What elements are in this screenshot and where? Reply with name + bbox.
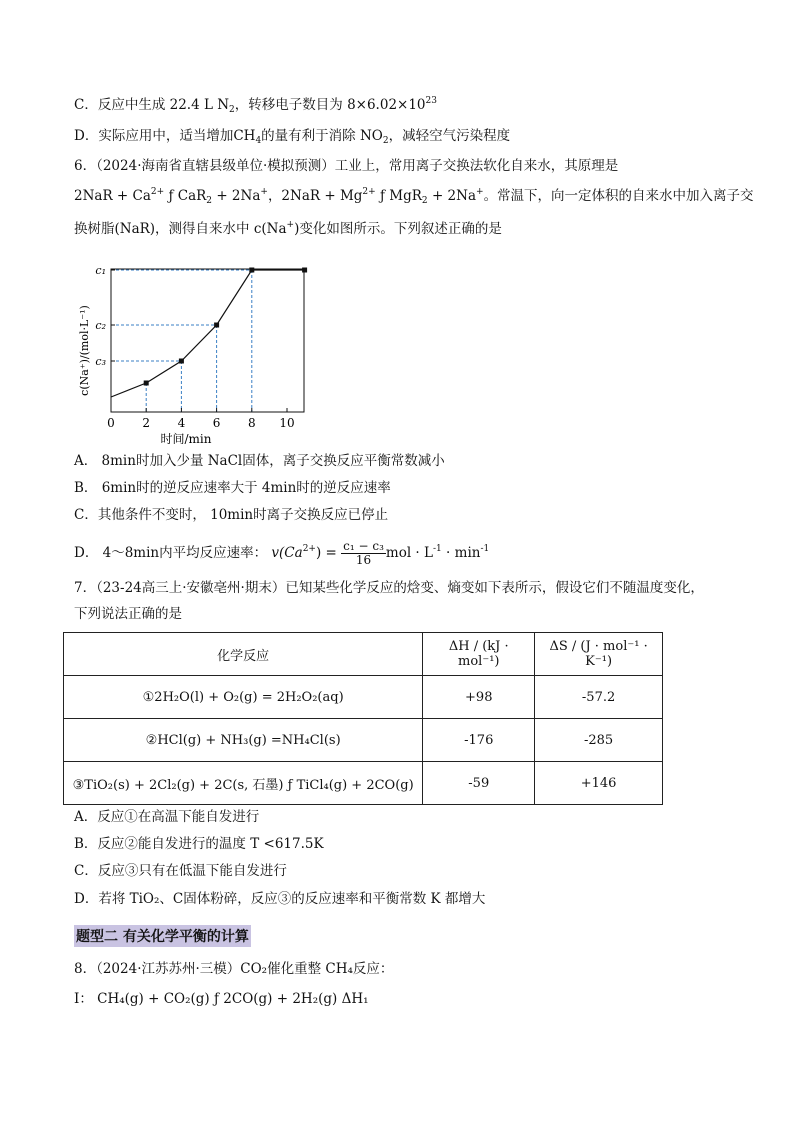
- reaction-cell: ②HCl(g) + NH₃(g) =NH₄Cl(s): [64, 719, 423, 762]
- q7-option-d[interactable]: D．若将 TiO₂、C固体粉碎，反应③的反应速率和平衡常数 K 都增大: [74, 891, 486, 907]
- table-row: [64, 719, 663, 762]
- y-tick-label: c₃: [95, 355, 106, 368]
- series-line: [111, 270, 305, 397]
- section-heading: 题型二 有关化学平衡的计算: [74, 925, 251, 947]
- enthalpy-cell: +98: [423, 676, 535, 719]
- y-tick-label: c₁: [95, 264, 106, 277]
- x-tick-label: 6: [212, 416, 221, 430]
- enthalpy-cell: -59: [423, 762, 535, 805]
- option-c-prev: C．反应中生成 22.4 L $N_2$，转移电子数目为 $8\times 6.02\times 10^{23}$: [74, 96, 437, 115]
- table-row: [64, 676, 663, 719]
- q7-option-c[interactable]: C．反应③只有在低温下能自发进行: [74, 863, 287, 879]
- table-header-row: [64, 633, 663, 676]
- q6-equations: $2NaR + Ca^{2+}$ ƒ CaR$_2$ + 2Na+，$2NaR + Mg^{2+}$ ƒ MgR$_2$ + 2Na+。常温下，向一定体积的自来水中加入离子交: [74, 187, 754, 206]
- data-point: [249, 268, 254, 273]
- q6-line3: 换树脂(NaR)，测得自来水中 c(Na+)变化如图所示。下列叙述正确的是: [74, 220, 502, 237]
- q7-stem: 7．（23-24高三上·安徽亳州·期末）已知某些化学反应的焓变、熵变如下表所示，假设它们不随温度变化，: [74, 580, 704, 596]
- table-row: [64, 762, 663, 805]
- entropy-cell: +146: [535, 762, 663, 805]
- data-point: [144, 381, 149, 386]
- x-tick-label: 8: [247, 416, 256, 430]
- q6-option-a[interactable]: A． 8min时加入少量 NaCl固体，离子交换反应平衡常数减小: [74, 453, 445, 469]
- plot-frame: [111, 269, 304, 412]
- entropy-cell: -57.2: [535, 676, 663, 719]
- header-reaction: 化学反应: [64, 633, 423, 676]
- enthalpy-cell: -176: [423, 719, 535, 762]
- reaction-cell: ③TiO₂(s) + 2Cl₂(g) + 2C(s, 石墨) ƒ TiCl₄(g) + 2CO(g): [64, 762, 423, 805]
- data-point: [214, 323, 219, 328]
- thermo-table: [63, 632, 663, 805]
- q6-option-d[interactable]: D． 4～8min内平均反应速率： $v(Ca^{2+})$ = $\frac{\text{c₁ − c₃}}{16}$ mol · $L^{-1} \cdot \min^{-1}$: [74, 539, 490, 567]
- header-entropy: ΔS / (J · mol⁻¹ · K⁻¹): [535, 633, 663, 676]
- q8-equation-1: Ⅰ： CH₄(g) + CO₂(g) ƒ 2CO(g) + 2H₂(g) ΔH₁: [74, 991, 369, 1007]
- q6-stem: 6．（2024·海南省直辖县级单位·模拟预测）工业上，常用离子交换法软化自来水，其原理是: [74, 158, 619, 174]
- q6-option-b[interactable]: B． 6min时的逆反应速率大于 4min时的逆反应速率: [74, 480, 391, 496]
- q7-option-a[interactable]: A．反应①在高温下能自发进行: [74, 809, 260, 825]
- x-tick-label: 4: [177, 416, 186, 430]
- y-axis-label: c(Na⁺)/(mol·L⁻¹): [78, 305, 91, 396]
- q7-option-b[interactable]: B．反应②能自发进行的温度 T <617.5K: [74, 836, 324, 852]
- x-tick-label: 10: [279, 416, 295, 430]
- option-d-prev: D．实际应用中，适当增加$CH_4$的量有利于消除 $NO_2$，减轻空气污染程度: [74, 128, 511, 146]
- header-enthalpy: ΔH / (kJ · mol⁻¹): [423, 633, 535, 676]
- q7-stem-2: 下列说法正确的是: [74, 606, 182, 622]
- reaction-cell: ①2H₂O(l) + O₂(g) = 2H₂O₂(aq): [64, 676, 423, 719]
- x-tick-label: 2: [142, 416, 151, 430]
- y-tick-label: c₂: [95, 319, 106, 332]
- q8-stem: 8．（2024·江苏苏州·三模）CO₂催化重整 CH₄反应：: [74, 961, 394, 977]
- entropy-cell: -285: [535, 719, 663, 762]
- data-point: [302, 268, 307, 273]
- x-tick-label: 0: [107, 416, 115, 430]
- x-axis-label: 时间/min: [160, 432, 212, 444]
- rate-fraction: $\frac{\text{c₁ − c₃}}{16}$: [343, 539, 384, 567]
- sodium-concentration-chart: [70, 252, 330, 444]
- data-point: [179, 359, 184, 364]
- q6-option-c[interactable]: C．其他条件不变时， 10min时离子交换反应已停止: [74, 507, 389, 523]
